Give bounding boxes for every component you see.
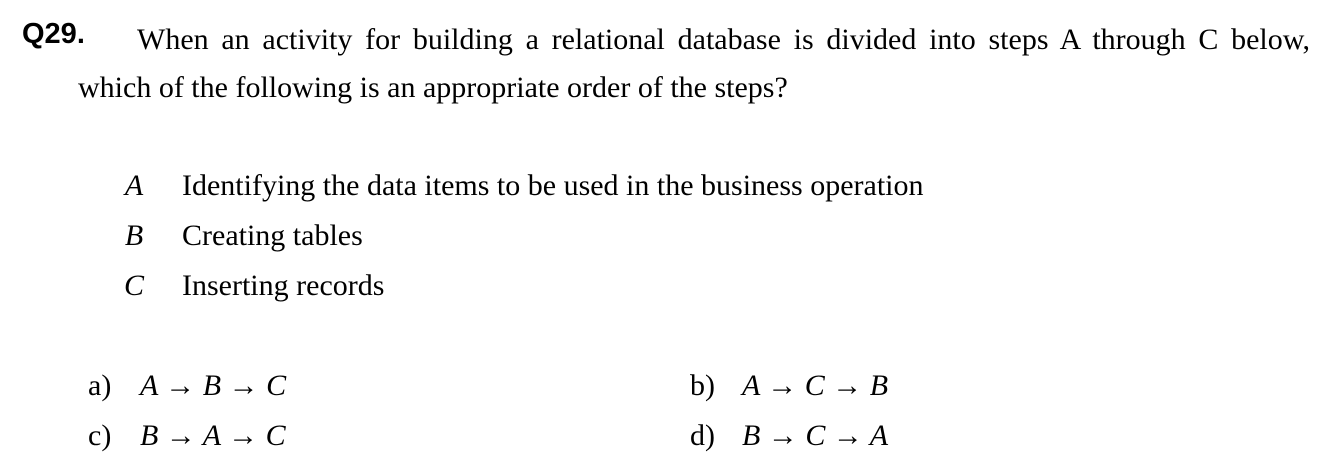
- option-label: b): [690, 369, 715, 402]
- answer-option-d[interactable]: [690, 416, 888, 456]
- step-text: Identifying the data items to be used in the business operation: [182, 169, 924, 202]
- option-label: d): [690, 419, 715, 452]
- question-stem: When an activity for building a relational database is divided into steps A through C below, which of the following is an appropriate order of the steps?: [78, 23, 1310, 104]
- question-number: Q29.: [22, 18, 85, 50]
- option-sequence: B → A → C: [140, 419, 286, 452]
- option-sequence: B → C → A: [742, 419, 889, 452]
- step-letter: C: [123, 269, 144, 302]
- option-sequence: A → B → C: [140, 369, 287, 402]
- option-label: a): [88, 369, 112, 402]
- step-text: Inserting records: [182, 269, 385, 302]
- step-letter: A: [124, 169, 144, 202]
- answer-option-a[interactable]: [88, 366, 286, 406]
- answer-option-b[interactable]: [690, 366, 888, 406]
- step-letter: B: [124, 219, 144, 252]
- option-sequence: A → C → B: [742, 369, 889, 402]
- option-label: c): [88, 419, 112, 452]
- step-text: Creating tables: [182, 219, 363, 252]
- answer-option-c[interactable]: [88, 416, 286, 456]
